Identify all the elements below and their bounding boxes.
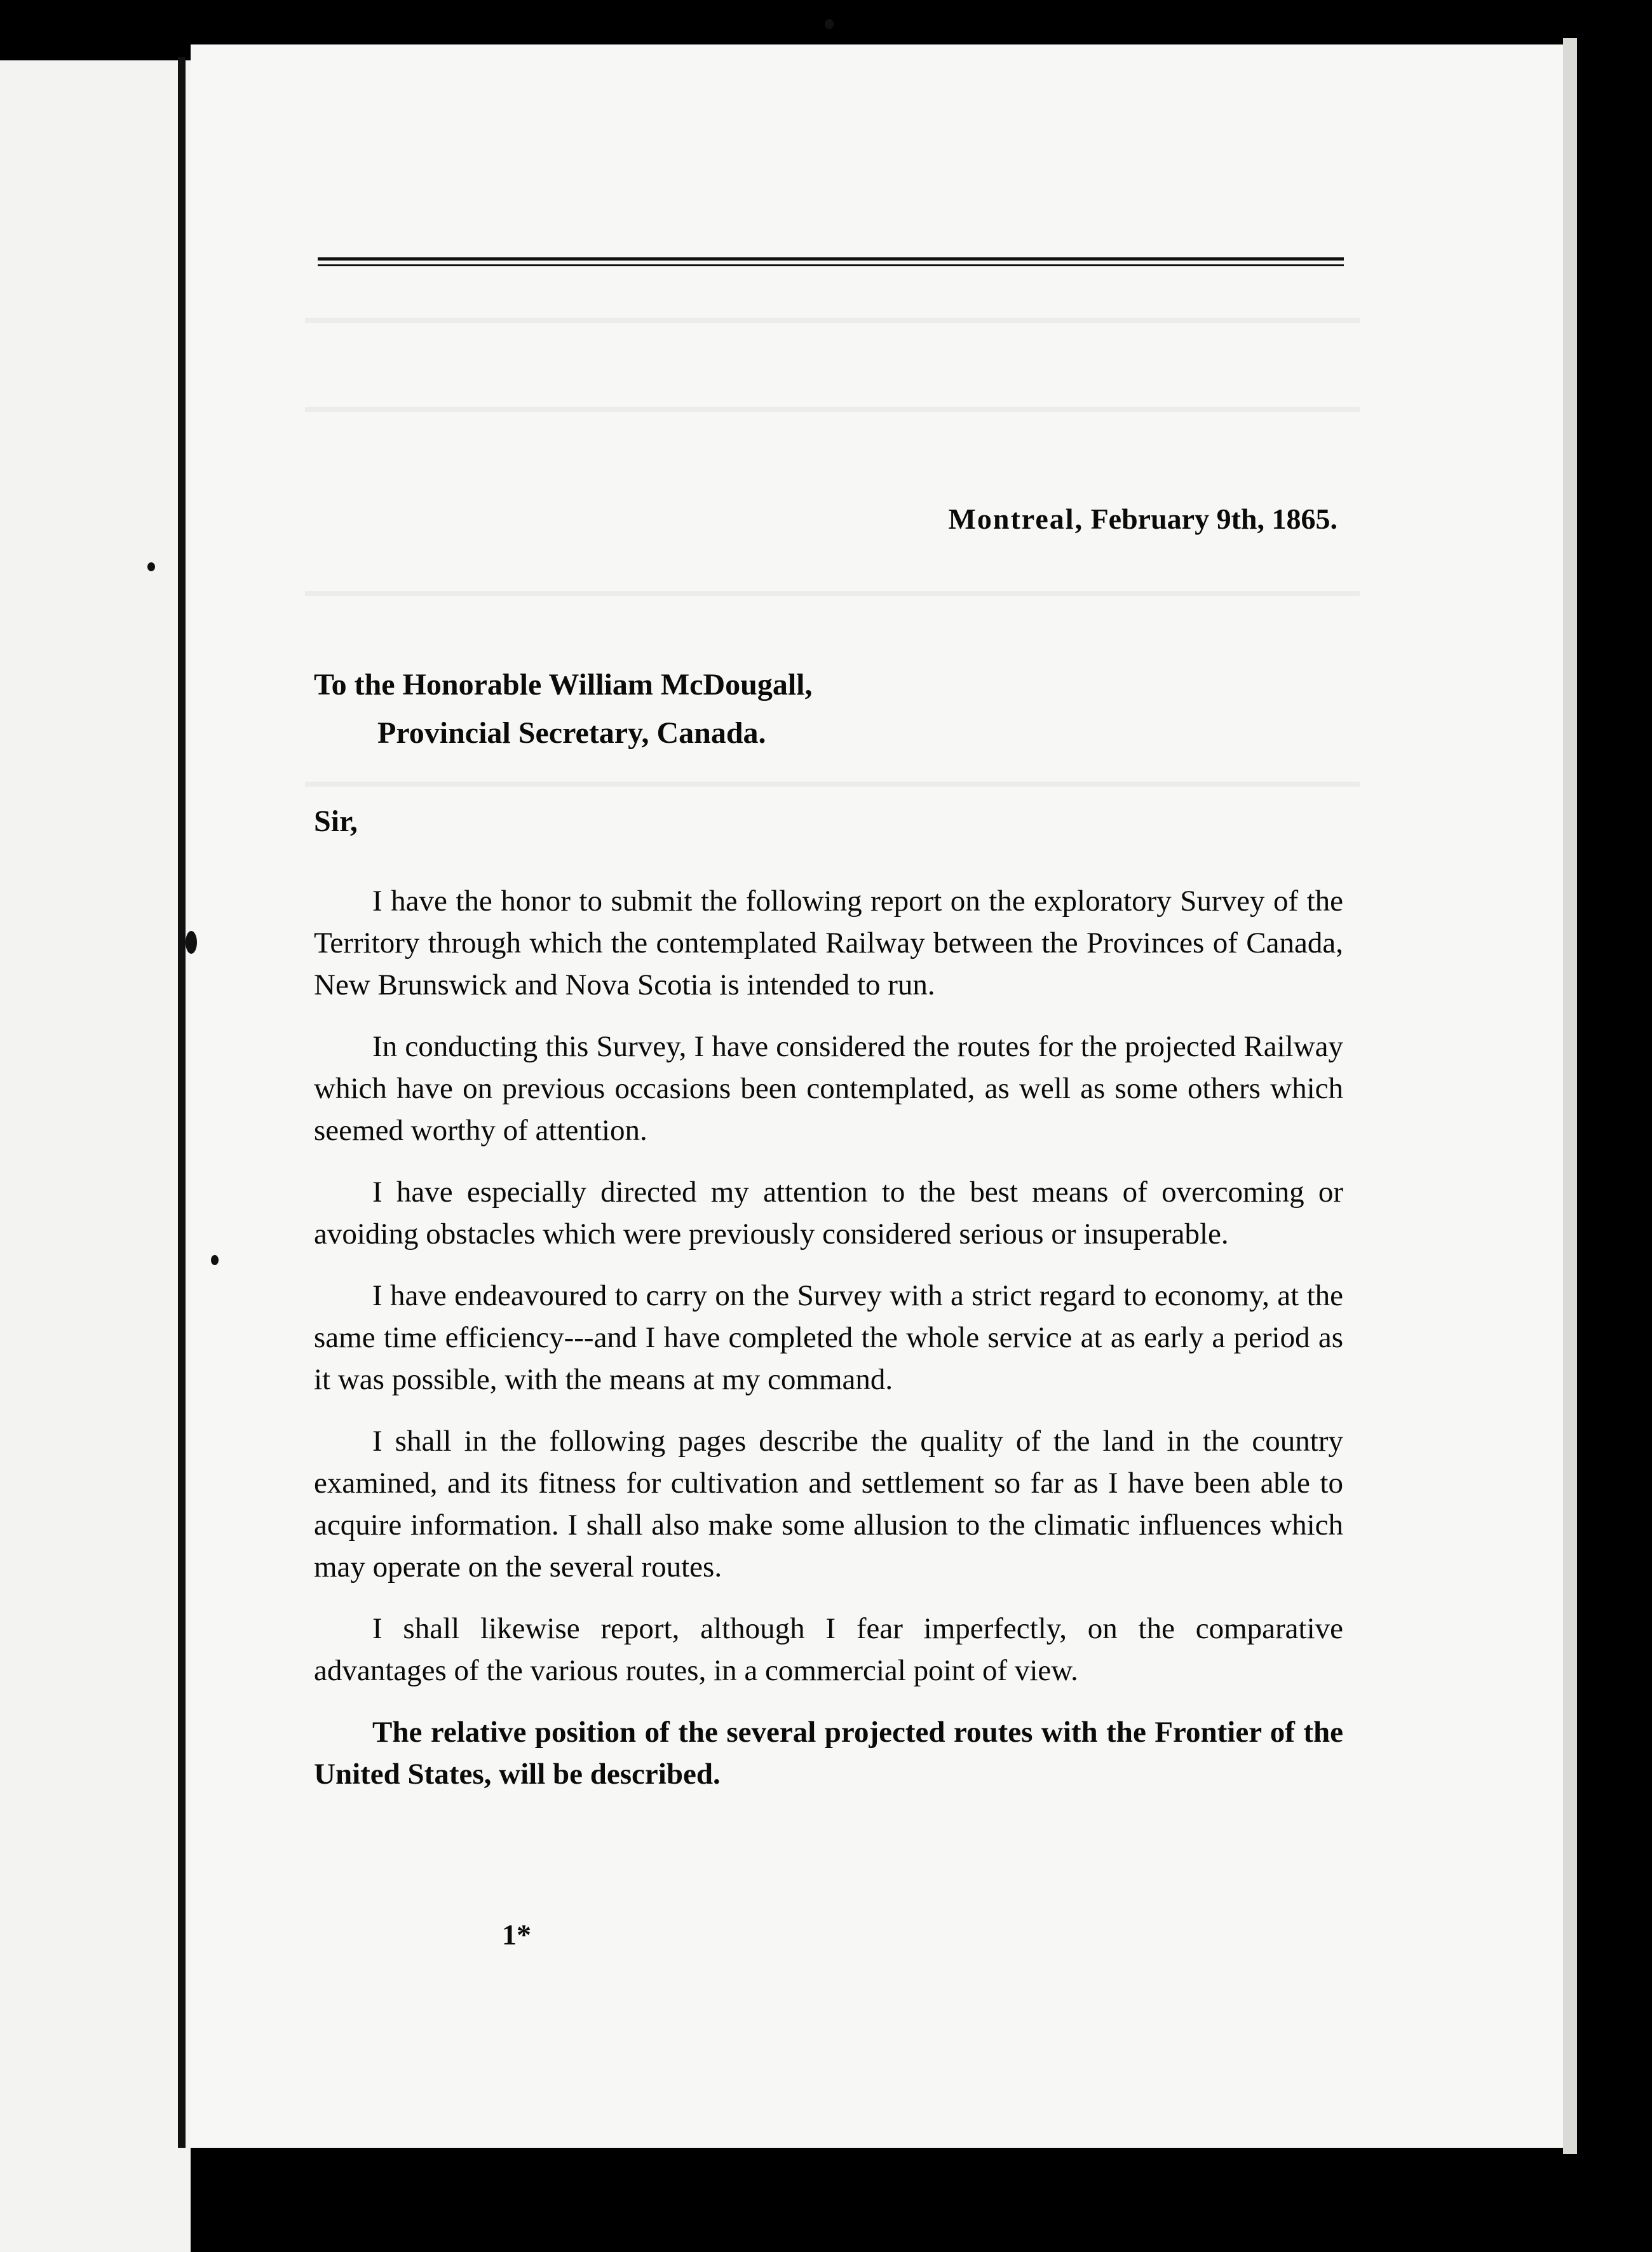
margin-speck xyxy=(186,931,197,954)
paragraph: I have the honor to submit the following report on the exploratory Survey of the Territory through which the contemplated Railway between the Provinces of Canada, New Brunswick and Nova Scotia is intended to run. xyxy=(314,885,1343,1001)
addressee-title: Provincial Secretary, Canada. xyxy=(377,716,766,750)
margin-speck xyxy=(147,562,155,571)
letter-body xyxy=(314,880,1343,1815)
signature-mark: 1* xyxy=(502,1918,531,1951)
binding-spine xyxy=(178,57,186,2148)
margin-speck xyxy=(211,1255,219,1265)
header-rule xyxy=(318,257,1344,266)
paragraph: In conducting this Survey, I have considered the routes for the projected Railway which have on previous occasions been contemplated, as well as some others which seemed worthy of attention. xyxy=(314,1030,1343,1147)
bleed-through-line xyxy=(305,318,1360,323)
paragraph: The relative position of the several projected routes with the Frontier of the United States, will be described. xyxy=(314,1716,1343,1791)
bleed-through-line xyxy=(305,591,1360,596)
paragraph: I have especially directed my attention to the best means of overcoming or avoiding obstacles which were previously considered serious or insuperable. xyxy=(314,1176,1343,1251)
page-edge xyxy=(1563,38,1577,2154)
dateline xyxy=(948,502,1337,536)
dateline-place: Montreal, xyxy=(948,503,1084,535)
dateline-date: February 9th, 1865. xyxy=(1090,503,1337,535)
paragraph: I shall in the following pages describe the quality of the land in the country examined, and its fitness for cultivation and settlement so far as I have been able to acquire information. I shall also make some allusion to the climatic influences which may operate on the several routes. xyxy=(314,1425,1343,1584)
paragraph: I have endeavoured to carry on the Survey with a strict regard to economy, at the same time efficiency---and I have completed the whole service at as early a period as it was possible, with the means at my command. xyxy=(314,1279,1343,1396)
salutation: Sir, xyxy=(314,804,358,838)
margin-speck xyxy=(825,19,834,29)
bleed-through-line xyxy=(305,407,1360,412)
addressee-name: To the Honorable William McDougall, xyxy=(314,668,813,702)
paragraph: I shall likewise report, although I fear imperfectly, on the comparative advantages of the various routes, in a commercial point of view. xyxy=(314,1612,1343,1687)
bleed-through-line xyxy=(305,782,1360,787)
addressee-block xyxy=(314,661,813,757)
facing-page-margin xyxy=(0,60,191,2252)
